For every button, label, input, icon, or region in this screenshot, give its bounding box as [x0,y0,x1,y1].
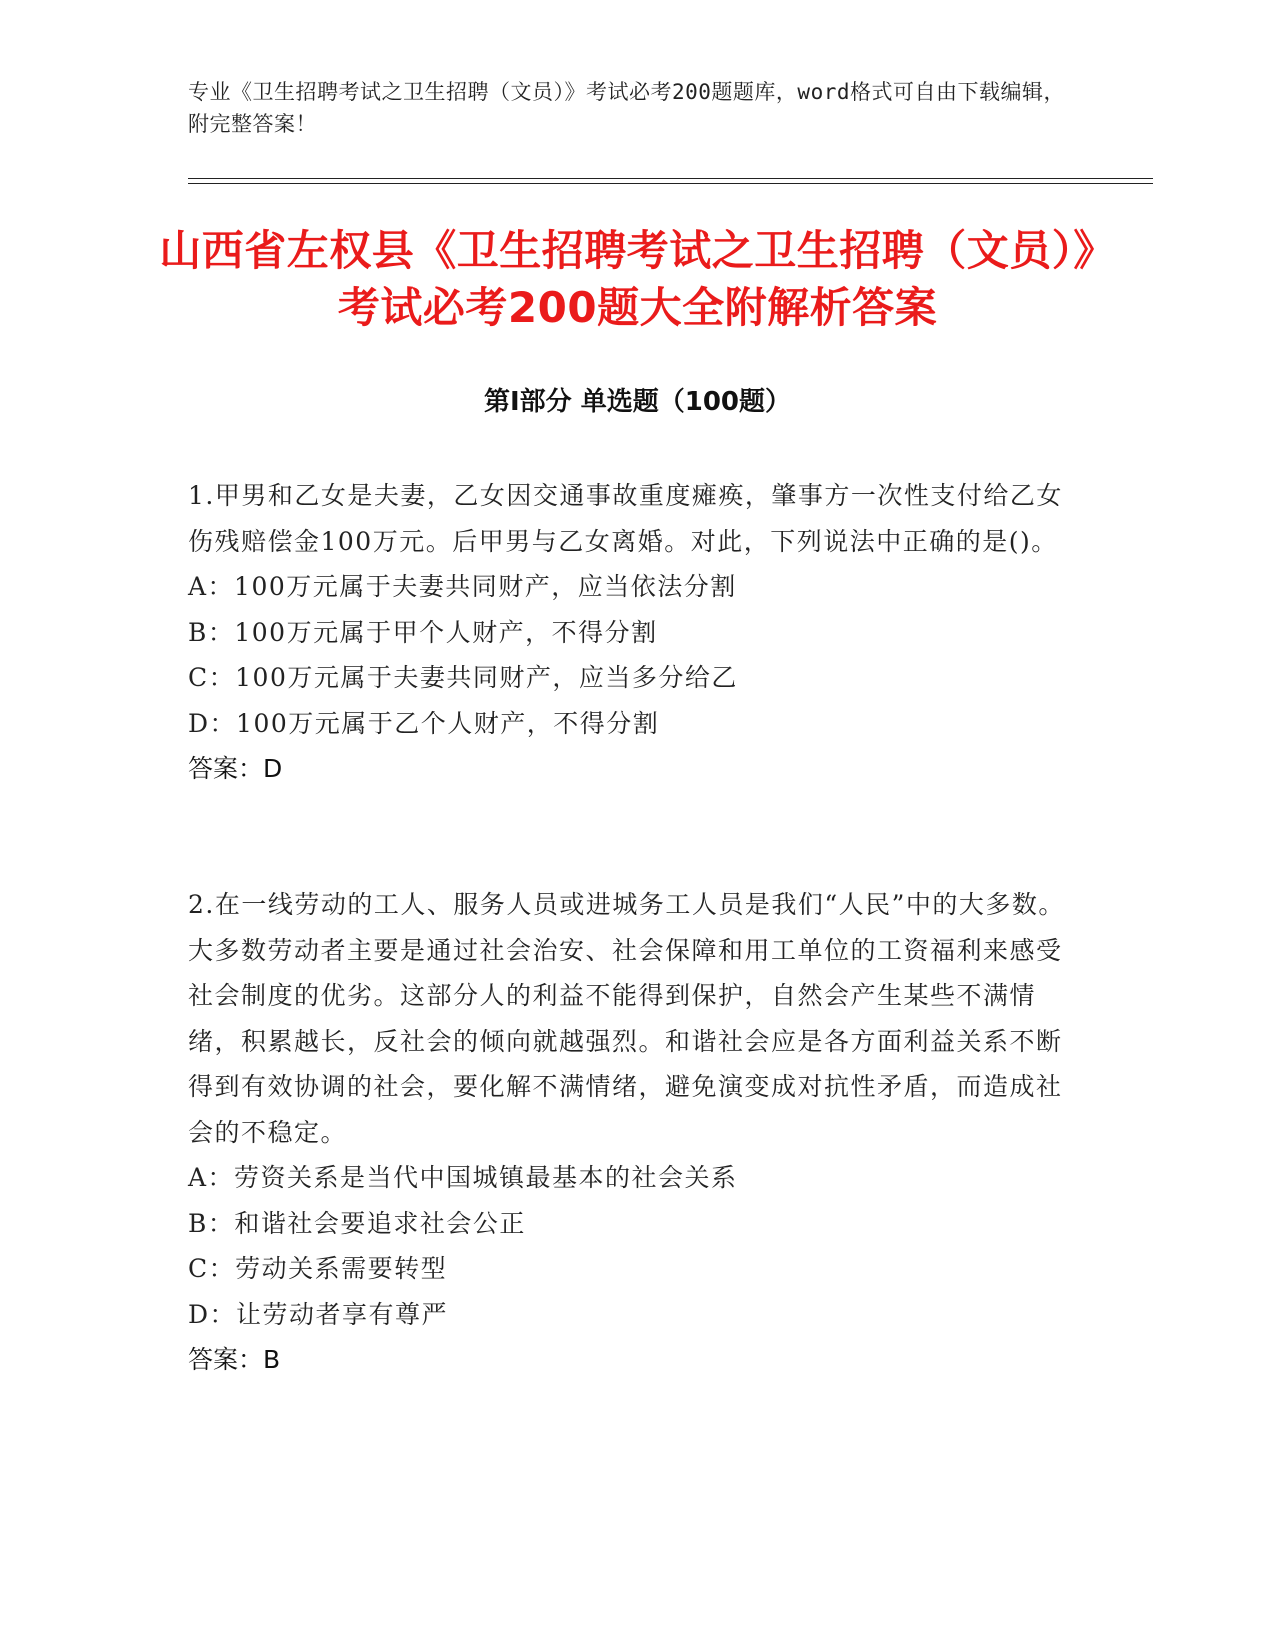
option-a: A：100万元属于夫妻共同财产，应当依法分割 [188,572,737,601]
option-b: B：100万元属于甲个人财产，不得分割 [188,617,658,647]
question-2 [188,882,1068,1383]
header-divider-top [188,178,1153,179]
section-title: 第I部分 单选题（100题） [484,387,791,417]
option-c: C：100万元属于夫妻共同财产，应当多分给乙 [188,663,738,692]
answer-line: 答案：B [188,1345,281,1374]
header-note: 专业《卫生招聘考试之卫生招聘（文员）》考试必考200题题库，word格式可自由下载编辑，附完整答案！ [188,80,1065,136]
question-stem: 1.甲男和乙女是夫妻，乙女因交通事故重度瘫痪，肇事方一次性支付给乙女伤残赔偿金100万元。后甲男与乙女离婚。对此，下列说法中正确的是()。 [188,481,1063,556]
option-d: D：让劳动者享有尊严 [188,1299,449,1329]
option-b: B：和谐社会要追求社会公正 [188,1208,526,1238]
answer-line: 答案：D [188,754,283,783]
option-a: A：劳资关系是当代中国城镇最基本的社会关系 [188,1163,738,1192]
header-divider-bottom [188,183,1153,184]
option-c: C：劳动关系需要转型 [188,1254,448,1283]
option-d: D：100万元属于乙个人财产，不得分割 [188,708,660,738]
question-1 [188,473,1068,792]
question-stem: 2.在一线劳动的工人、服务人员或进城务工人员是我们“人民”中的大多数。大多数劳动者主要是通过社会治安、社会保障和用工单位的工资福利来感受社会制度的优劣。这部分人的利益不能得到保护，自然会产生某些不满情绪，积累越长，反社会的倾向就越强烈。和谐社会应是各方面利益关系不断得到有效协调的社会，要化解不满情绪，避免演变成对抗性矛盾，而造成社会的不稳定。 [188,890,1065,1147]
page-title: 山西省左权县《卫生招聘考试之卫生招聘（文员）》考试必考200题大全附解析答案 [159,226,1116,332]
